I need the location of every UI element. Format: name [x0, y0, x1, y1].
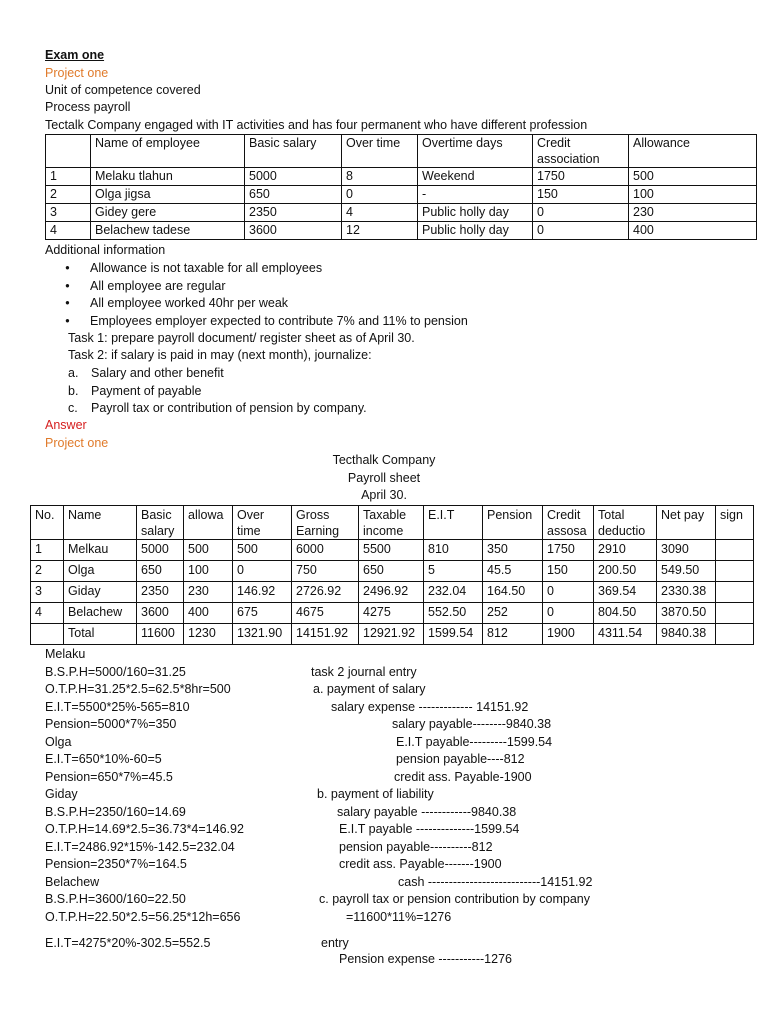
- table-row: [31, 582, 754, 603]
- table-cell: 150: [543, 561, 594, 582]
- table-header-cell: sign: [716, 506, 754, 540]
- task-1: Task 1: prepare payroll document/ register sheet as of April 30.: [68, 331, 415, 345]
- table-cell: 804.50: [594, 603, 657, 624]
- table-header-cell: Over time: [233, 506, 292, 540]
- list-item: • All employee are regular: [45, 278, 468, 296]
- table-cell: Olga jigsa: [91, 186, 245, 204]
- table-cell: 1321.90: [233, 624, 292, 645]
- table-cell: 200.50: [594, 561, 657, 582]
- table-total-row: [31, 624, 754, 645]
- bullet-icon: •: [65, 296, 70, 310]
- table-cell: Melkau: [64, 540, 137, 561]
- calc-line: E.I.T=650*10%-60=5: [45, 752, 162, 766]
- table-cell: 2350: [137, 582, 184, 603]
- employee-table: [45, 134, 757, 240]
- table-cell: 3090: [657, 540, 716, 561]
- table-header-cell: Taxable income: [359, 506, 424, 540]
- calculation-notes: [45, 646, 244, 926]
- bullet-icon: •: [65, 313, 70, 328]
- table-cell: 810: [424, 540, 483, 561]
- table-cell: 164.50: [483, 582, 543, 603]
- table-header-cell: Name: [64, 506, 137, 540]
- table-cell: 100: [629, 186, 757, 204]
- table-cell: Public holly day: [418, 204, 533, 222]
- calc-line: O.T.P.H=22.50*2.5=56.25*12h=656: [45, 909, 241, 924]
- unit-line: Unit of competence covered: [45, 83, 201, 97]
- table-cell: 252: [483, 603, 543, 624]
- table-cell: 2496.92: [359, 582, 424, 603]
- table-cell: 2910: [594, 540, 657, 561]
- journal-a-title: a. payment of salary: [313, 682, 426, 696]
- sheet-company: Tecthalk Company: [332, 453, 436, 467]
- intro-text: Tectalk Company engaged with IT activities and has four permanent who have different profession: [45, 118, 588, 132]
- calc-line: Melaku: [45, 647, 86, 661]
- table-cell: -: [418, 186, 533, 204]
- table-cell: 1900: [543, 624, 594, 645]
- table-cell: 552.50: [424, 603, 483, 624]
- table-cell: 3: [31, 582, 64, 603]
- journal-b-debit: salary payable ------------9840.38: [337, 805, 517, 819]
- table-cell: 750: [292, 561, 359, 582]
- calc-line: O.T.P.H=31.25*2.5=62.5*8hr=500: [45, 682, 231, 696]
- table-cell: 675: [233, 603, 292, 624]
- table-header-cell: [46, 135, 91, 168]
- table-cell: 4: [342, 204, 418, 222]
- bullet-icon: •: [65, 278, 70, 293]
- calc-line: O.T.P.H=14.69*2.5=36.73*4=146.92: [45, 822, 244, 836]
- table-cell: [716, 561, 754, 582]
- table-cell: [716, 624, 754, 645]
- calc-line: Pension=5000*7%=350: [45, 717, 177, 731]
- table-cell: 5000: [245, 168, 342, 186]
- table-cell: Giday: [64, 582, 137, 603]
- table-cell: 12: [342, 222, 418, 240]
- table-cell: 0: [533, 222, 629, 240]
- table-cell: 232.04: [424, 582, 483, 603]
- table-cell: 0: [543, 582, 594, 603]
- table-cell: 230: [629, 204, 757, 222]
- table-cell: 1: [46, 168, 91, 186]
- table-cell: [716, 540, 754, 561]
- table-cell: 3600: [245, 222, 342, 240]
- table-header-cell: E.I.T: [424, 506, 483, 540]
- table-cell: 4: [46, 222, 91, 240]
- table-cell: Public holly day: [418, 222, 533, 240]
- table-cell: Weekend: [418, 168, 533, 186]
- table-cell: 1599.54: [424, 624, 483, 645]
- table-cell: Melaku tlahun: [91, 168, 245, 186]
- list-item: • Allowance is not taxable for all employees: [45, 260, 468, 278]
- table-row: [31, 603, 754, 624]
- table-cell: 1750: [533, 168, 629, 186]
- table-cell: 45.5: [483, 561, 543, 582]
- table-header-cell: Allowance: [629, 135, 757, 168]
- journal-a-credit: credit ass. Payable-1900: [394, 770, 532, 784]
- table-cell: 8: [342, 168, 418, 186]
- table-row: [31, 540, 754, 561]
- exam-heading: Exam one: [45, 48, 105, 62]
- table-cell: Belachew: [64, 603, 137, 624]
- journal-a-credit: E.I.T payable---------1599.54: [396, 735, 553, 749]
- table-cell: 4: [31, 603, 64, 624]
- table-row: [46, 168, 757, 186]
- table-header-cell: Basic salary: [245, 135, 342, 168]
- table-cell: 400: [184, 603, 233, 624]
- journal-b-debit: E.I.T payable --------------1599.54: [339, 822, 520, 836]
- journal-title: task 2 journal entry: [311, 665, 417, 679]
- table-cell: 500: [629, 168, 757, 186]
- table-cell: 14151.92: [292, 624, 359, 645]
- table-cell: 0: [233, 561, 292, 582]
- table-header-row: [46, 135, 757, 168]
- journal-b-debit: pension payable----------812: [339, 840, 493, 854]
- additional-info-title: Additional information: [45, 243, 166, 257]
- journal-c-debit: Pension expense -----------1276: [339, 952, 512, 966]
- table-cell: 146.92: [233, 582, 292, 603]
- table-cell: 549.50: [657, 561, 716, 582]
- journal-c-calc: =11600*11%=1276: [346, 910, 452, 924]
- journal-b-credit: cash ---------------------------14151.92: [398, 875, 593, 889]
- table-cell: 812: [483, 624, 543, 645]
- table-cell: Olga: [64, 561, 137, 582]
- table-cell: 0: [342, 186, 418, 204]
- journal-entry-label: entry: [321, 936, 349, 950]
- calc-line: Belachew: [45, 874, 100, 889]
- table-cell: [716, 603, 754, 624]
- table-row: [46, 186, 757, 204]
- table-header-cell: Over time: [342, 135, 418, 168]
- sheet-title: Payroll sheet: [347, 471, 421, 485]
- table-cell: 500: [233, 540, 292, 561]
- table-cell: 2726.92: [292, 582, 359, 603]
- sheet-date: April 30.: [361, 488, 407, 502]
- table-cell: 2350: [245, 204, 342, 222]
- table-cell: 1230: [184, 624, 233, 645]
- table-cell: 9840.38: [657, 624, 716, 645]
- journal-b-title: b. payment of liability: [317, 787, 434, 801]
- task-2: Task 2: if salary is paid in may (next month), journalize:: [68, 348, 372, 362]
- task-item-a: a. Salary and other benefit: [68, 366, 224, 380]
- table-cell: 2330.38: [657, 582, 716, 603]
- table-cell: 650: [359, 561, 424, 582]
- table-header-cell: Gross Earning: [292, 506, 359, 540]
- journal-a-credit: salary payable--------9840.38: [392, 717, 552, 731]
- table-cell: 4311.54: [594, 624, 657, 645]
- table-header-cell: Name of employee: [91, 135, 245, 168]
- journal-a-credit: pension payable----812: [396, 752, 525, 766]
- journal-b-debit: credit ass. Payable-------1900: [339, 857, 502, 871]
- table-cell: 650: [137, 561, 184, 582]
- journal-c-title: c. payroll tax or pension contribution by company: [319, 892, 590, 906]
- list-item: • All employee worked 40hr per weak: [45, 295, 468, 313]
- table-cell: 400: [629, 222, 757, 240]
- table-cell: [716, 582, 754, 603]
- table-cell: 4675: [292, 603, 359, 624]
- task-item-c: c. Payroll tax or contribution of pension by company.: [68, 401, 367, 415]
- calc-line: E.I.T=5500*25%-565=810: [45, 699, 190, 714]
- calc-line: Giday: [45, 787, 78, 801]
- table-cell: 0: [533, 204, 629, 222]
- calc-line: B.S.P.H=3600/160=22.50: [45, 892, 186, 906]
- info-bullet-list: [45, 260, 468, 330]
- table-cell: 2: [46, 186, 91, 204]
- calculation-last-line: E.I.T=4275*20%-302.5=552.5: [45, 936, 211, 950]
- table-row: [46, 204, 757, 222]
- table-header-cell: Basic salary: [137, 506, 184, 540]
- table-cell: 3: [46, 204, 91, 222]
- table-cell: 6000: [292, 540, 359, 561]
- table-cell: 2: [31, 561, 64, 582]
- table-cell: 11600: [137, 624, 184, 645]
- table-header-cell: No.: [31, 506, 64, 540]
- project-label-answer: Project one: [45, 436, 109, 450]
- table-header-cell: Credit association: [533, 135, 629, 168]
- table-cell: 1750: [543, 540, 594, 561]
- calc-line: Olga: [45, 734, 72, 749]
- table-cell: Gidey gere: [91, 204, 245, 222]
- table-header-cell: Net pay: [657, 506, 716, 540]
- table-header-cell: Total deductio: [594, 506, 657, 540]
- project-label: Project one: [45, 66, 109, 80]
- bullet-icon: •: [65, 261, 70, 275]
- calc-line: E.I.T=2486.92*15%-142.5=232.04: [45, 839, 235, 854]
- calc-line: B.S.P.H=5000/160=31.25: [45, 664, 186, 679]
- calc-line: B.S.P.H=2350/160=14.69: [45, 804, 186, 819]
- table-cell: 5000: [137, 540, 184, 561]
- table-cell: 4275: [359, 603, 424, 624]
- table-row: [31, 561, 754, 582]
- table-header-cell: Pension: [483, 506, 543, 540]
- process-line: Process payroll: [45, 100, 131, 114]
- table-cell: 0: [543, 603, 594, 624]
- table-cell: Total: [64, 624, 137, 645]
- payroll-sheet-table: [30, 505, 754, 645]
- table-header-cell: Overtime days: [418, 135, 533, 168]
- calc-line: Pension=650*7%=45.5: [45, 769, 173, 784]
- table-cell: 500: [184, 540, 233, 561]
- table-cell: 350: [483, 540, 543, 561]
- table-cell: 150: [533, 186, 629, 204]
- journal-a-debit: salary expense ------------- 14151.92: [331, 700, 529, 714]
- table-cell: 3870.50: [657, 603, 716, 624]
- table-cell: 650: [245, 186, 342, 204]
- table-header-row: [31, 506, 754, 540]
- table-cell: Belachew tadese: [91, 222, 245, 240]
- table-cell: 1: [31, 540, 64, 561]
- table-cell: 12921.92: [359, 624, 424, 645]
- table-header-cell: allowa: [184, 506, 233, 540]
- table-cell: 5: [424, 561, 483, 582]
- table-cell: 230: [184, 582, 233, 603]
- calc-line: Pension=2350*7%=164.5: [45, 857, 187, 871]
- table-cell: 5500: [359, 540, 424, 561]
- list-item: • Employees employer expected to contribute 7% and 11% to pension: [45, 313, 468, 331]
- table-cell: [31, 624, 64, 645]
- table-cell: 369.54: [594, 582, 657, 603]
- table-row: [46, 222, 757, 240]
- table-cell: 3600: [137, 603, 184, 624]
- table-header-cell: Credit assosa: [543, 506, 594, 540]
- table-cell: 100: [184, 561, 233, 582]
- answer-label: Answer: [45, 418, 87, 432]
- task-item-b: b. Payment of payable: [68, 384, 202, 398]
